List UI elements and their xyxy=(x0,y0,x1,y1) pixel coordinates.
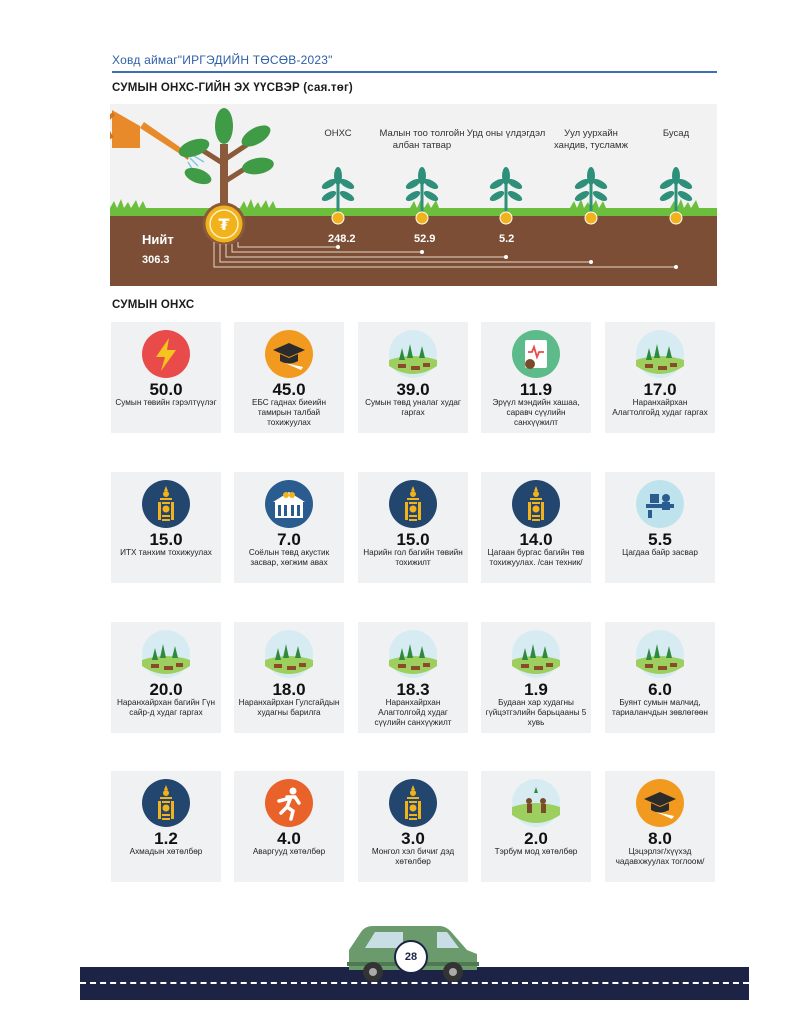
section-title-sources: СУМЫН ОНХС-ГИЙН ЭХ ҮҮСВЭР (сая.төг) xyxy=(112,82,353,94)
project-label: Будаан хар худагны гүйцэтгэлийн барьцааны 5 хувь xyxy=(485,698,587,727)
project-label: Монгол хэл бичиг дэд хөтөлбөр xyxy=(371,847,455,866)
project-label: Цагаан бургас багийн төв тохижуулах. /сан техник/ xyxy=(487,548,585,567)
project-tile xyxy=(605,322,715,433)
sources-banner xyxy=(110,104,717,286)
total-coin-icon xyxy=(204,204,244,244)
project-amount: 11.9 xyxy=(519,380,553,399)
project-tile xyxy=(358,322,468,433)
pasture-icon xyxy=(389,630,437,678)
pasture-icon xyxy=(512,630,560,678)
project-tile xyxy=(111,472,221,583)
project-amount: 3.0 xyxy=(401,829,425,848)
source-label: Малын тоо толгойн албан татвар xyxy=(379,128,465,151)
project-label: Тэрбум мод хөтөлбөр xyxy=(494,847,578,856)
project-label: Буянт сумын малчид, тариаланчдын зөвлөгөөн xyxy=(612,698,708,717)
project-tile xyxy=(605,622,715,733)
project-amount: 50.0 xyxy=(149,380,183,399)
project-label: ЕБС гаднах биеийн тамирын талбай тохижуулах xyxy=(252,398,326,427)
project-label: Цэцэрлэг/хүүхэд чадавхжуулах тоглоом/ xyxy=(615,847,705,866)
soyombo-icon xyxy=(142,779,190,827)
project-label: Наранхайрхан Алагтолгойд худаг гаргах xyxy=(612,398,708,417)
svg-text:₮: ₮ xyxy=(218,215,230,234)
project-amount: 1.2 xyxy=(154,829,178,848)
project-amount: 45.0 xyxy=(272,380,306,399)
project-label: Наранхайрхан багийн Гүн сайр-д худаг гаргах xyxy=(116,698,216,717)
theatre-icon xyxy=(265,480,313,528)
project-tile xyxy=(481,622,591,733)
source-label: Уул уурхайн хандив, тусламж xyxy=(554,128,628,151)
project-amount: 5.5 xyxy=(648,530,672,549)
section-title-projects: СУМЫН ОНХС xyxy=(112,299,195,311)
project-tile xyxy=(358,771,468,882)
project-label: Наранхайрхан Алагтолгойд худаг сүүлийн санхүүжилт xyxy=(374,698,452,727)
page-header xyxy=(112,51,717,73)
source-label: Бусад xyxy=(662,128,690,139)
project-amount: 1.9 xyxy=(524,680,548,699)
project-amount: 8.0 xyxy=(648,829,672,848)
source-label: ОНХС xyxy=(324,128,352,139)
total-value: 306.3 xyxy=(142,254,170,266)
project-tile xyxy=(234,472,344,583)
project-label: Сумын төвийн гэрэлтүүлэг xyxy=(115,398,217,407)
project-amount: 4.0 xyxy=(277,829,301,848)
graduation-cap-icon xyxy=(636,779,684,827)
project-label: ИТХ танхим тохижуулах xyxy=(120,548,212,557)
source-label: Урд оны үлдэгдэл xyxy=(466,128,546,139)
project-amount: 2.0 xyxy=(524,829,548,848)
project-amount: 15.0 xyxy=(396,530,430,549)
project-tile xyxy=(111,322,221,433)
project-label: Нарийн гол багийн төвийн тохижилт xyxy=(363,548,463,567)
project-label: Аваргууд хөтөлбөр xyxy=(252,847,326,856)
project-tile xyxy=(481,472,591,583)
source-value: 5.2 xyxy=(499,233,515,245)
project-label: Сумын төвд уналаг худаг гаргах xyxy=(365,398,461,417)
project-amount: 17.0 xyxy=(643,380,677,399)
project-tile xyxy=(111,622,221,733)
runner-icon xyxy=(265,779,313,827)
project-amount: 20.0 xyxy=(149,680,183,699)
project-amount: 14.0 xyxy=(519,530,553,549)
project-amount: 15.0 xyxy=(149,530,183,549)
project-tile xyxy=(234,322,344,433)
health-icon xyxy=(512,330,560,378)
pasture-icon xyxy=(265,630,313,678)
header-title: Ховд аймаг"ИРГЭДИЙН ТӨСӨВ-2023" xyxy=(112,53,333,67)
project-amount: 7.0 xyxy=(277,530,301,549)
project-label: Эрүүл мэндийн хашаа, саравч сүүлийн санхүүжилт xyxy=(492,398,580,427)
project-tile xyxy=(605,771,715,882)
project-label: Наранхайрхан Гулсгайдын худагны барилга xyxy=(238,698,340,717)
project-tile xyxy=(358,622,468,733)
project-tile xyxy=(481,322,591,433)
project-tile xyxy=(605,472,715,583)
soyombo-icon xyxy=(142,480,190,528)
soyombo-icon xyxy=(389,480,437,528)
project-label: Соёлын төвд акустик засвар, хөгжим авах xyxy=(248,548,330,567)
project-tile xyxy=(234,622,344,733)
office-icon xyxy=(636,480,684,528)
project-label: Цагдаа байр засвар xyxy=(622,548,698,557)
soyombo-icon xyxy=(389,779,437,827)
pasture-icon xyxy=(636,330,684,378)
source-value: 248.2 xyxy=(328,233,356,245)
lightning-icon xyxy=(142,330,190,378)
pasture-icon xyxy=(389,330,437,378)
pasture-icon xyxy=(142,630,190,678)
project-amount: 39.0 xyxy=(396,380,430,399)
project-amount: 18.3 xyxy=(396,680,430,699)
project-tile xyxy=(111,771,221,882)
project-tile xyxy=(481,771,591,882)
project-amount: 6.0 xyxy=(648,680,672,699)
source-value: 52.9 xyxy=(414,233,436,245)
project-label: Ахмадын хөтөлбөр xyxy=(129,847,203,856)
total-label: Нийт xyxy=(142,232,174,247)
forest-icon xyxy=(512,779,560,827)
graduation-cap-icon xyxy=(265,330,313,378)
page-number: 28 xyxy=(394,940,428,974)
project-amount: 18.0 xyxy=(272,680,306,699)
project-tile xyxy=(234,771,344,882)
project-tile xyxy=(358,472,468,583)
soyombo-icon xyxy=(512,480,560,528)
pasture-icon xyxy=(636,630,684,678)
